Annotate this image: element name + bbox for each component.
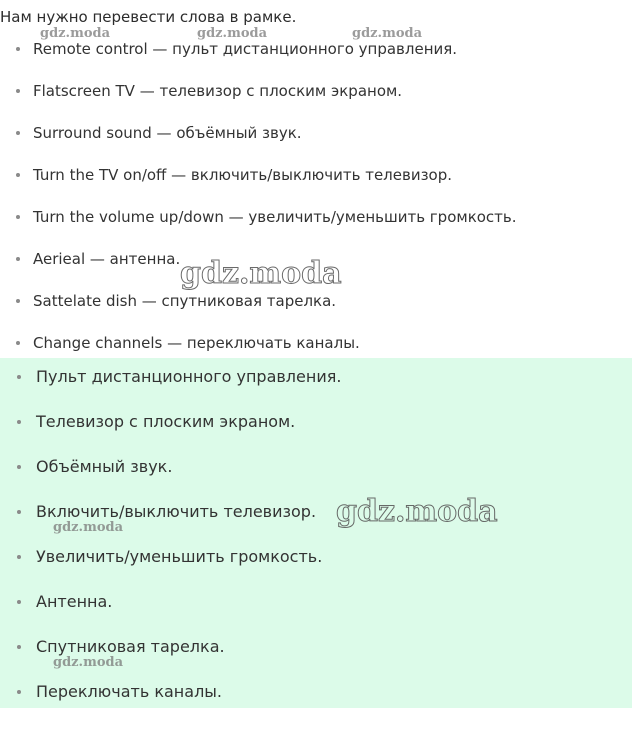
- bullet-icon: [16, 341, 20, 345]
- list-item: [0, 248, 632, 290]
- list-item-text: Flatscreen TV — телевизор с плоским экраном.: [33, 82, 403, 100]
- bullet-icon: [16, 131, 20, 135]
- list-item: [0, 206, 632, 248]
- watermark: gdz.moda: [197, 26, 268, 41]
- list-item: [0, 80, 632, 122]
- answer-box: [0, 358, 632, 708]
- bullet-icon: [17, 465, 21, 469]
- list-item-text: Спутниковая тарелка.: [36, 637, 225, 656]
- watermark: gdz.moda: [40, 26, 111, 41]
- bullet-icon: [16, 299, 20, 303]
- list-item-text: Turn the TV on/off — включить/выключить телевизор.: [33, 166, 453, 184]
- list-item: [0, 591, 632, 636]
- bullet-icon: [17, 645, 21, 649]
- intro-text: Нам нужно перевести слова в рамке.: [0, 8, 297, 26]
- watermark: gdz.moda: [53, 655, 124, 670]
- list-item: [0, 501, 632, 546]
- list-item: [0, 122, 632, 164]
- list-item-text: Антенна.: [36, 592, 113, 611]
- list-item-text: Включить/выключить телевизор.: [36, 502, 317, 521]
- list-item-text: Увеличить/уменьшить громкость.: [36, 547, 323, 566]
- list-item: [0, 681, 632, 726]
- list-item-text: Объёмный звук.: [36, 457, 173, 476]
- answer-list: [0, 366, 632, 726]
- bullet-icon: [17, 510, 21, 514]
- list-item-text: Aerieal — антенна.: [33, 250, 181, 268]
- bullet-icon: [16, 89, 20, 93]
- list-item-text: Turn the volume up/down — увеличить/уменьшить громкость.: [33, 208, 517, 226]
- list-item: [0, 546, 632, 591]
- list-item-text: Пульт дистанционного управления.: [36, 367, 342, 386]
- list-item-text: Телевизор с плоским экраном.: [36, 412, 296, 431]
- list-item-text: Remote control — пульт дистанционного управления.: [33, 40, 458, 58]
- bullet-icon: [17, 375, 21, 379]
- watermark: gdz.moda: [180, 256, 342, 291]
- bullet-icon: [17, 555, 21, 559]
- list-item: [0, 290, 632, 332]
- translation-list: [0, 38, 632, 374]
- list-item-text: Sattelate dish — спутниковая тарелка.: [33, 292, 337, 310]
- bullet-icon: [16, 215, 20, 219]
- watermark: gdz.moda: [53, 520, 124, 535]
- list-item: [0, 411, 632, 456]
- list-item: [0, 38, 632, 80]
- list-item: [0, 456, 632, 501]
- bullet-icon: [17, 420, 21, 424]
- bullet-icon: [17, 690, 21, 694]
- list-item: [0, 366, 632, 411]
- list-item: [0, 636, 632, 681]
- bullet-icon: [16, 47, 20, 51]
- list-item-text: Change channels — переключать каналы.: [33, 334, 360, 352]
- bullet-icon: [16, 257, 20, 261]
- watermark: gdz.moda: [352, 26, 423, 41]
- bullet-icon: [16, 173, 20, 177]
- list-item-text: Surround sound — объёмный звук.: [33, 124, 302, 142]
- bullet-icon: [17, 600, 21, 604]
- list-item: [0, 164, 632, 206]
- list-item-text: Переключать каналы.: [36, 682, 223, 701]
